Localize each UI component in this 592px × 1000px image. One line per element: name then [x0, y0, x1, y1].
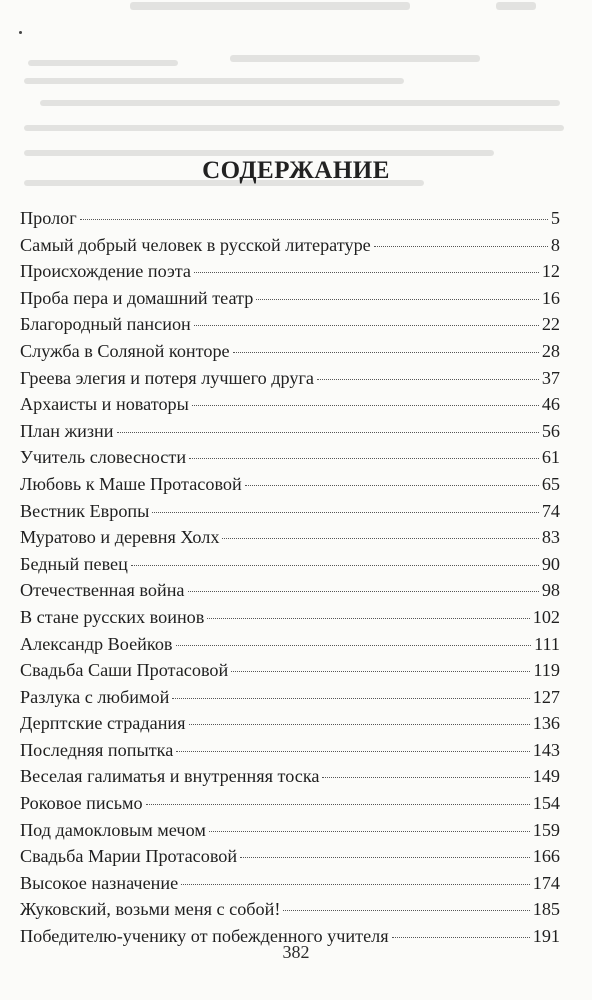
toc-entry-page: 65 [541, 473, 560, 494]
toc-entry-page: 74 [541, 500, 560, 521]
dot-leader [194, 272, 539, 273]
toc-entry-page: 16 [541, 287, 560, 308]
toc-entry [20, 631, 560, 658]
toc-entry-title: Роковое письмо [20, 793, 143, 814]
toc-entry-page: 90 [541, 553, 560, 574]
toc-entry [20, 524, 560, 551]
dot-leader [222, 538, 538, 539]
page-number: 382 [282, 942, 310, 962]
dot-leader [146, 804, 530, 805]
toc-entry [20, 577, 560, 604]
toc-entry [20, 338, 560, 365]
dot-leader [176, 751, 529, 752]
toc-entry [20, 657, 560, 684]
toc-entry-title: Служба в Соляной конторе [20, 340, 230, 361]
dot-leader [374, 246, 548, 247]
toc-entry-title: Свадьба Саши Протасовой [20, 660, 229, 681]
toc-entry [20, 418, 560, 445]
toc-entry-page: 12 [541, 261, 560, 282]
toc-entry [20, 444, 560, 471]
dot-leader [189, 458, 539, 459]
toc-entry [20, 763, 560, 790]
toc-entry-title: Свадьба Марии Протасовой [20, 846, 238, 867]
dot-leader [172, 698, 529, 699]
toc-entry [20, 710, 560, 737]
dot-leader [317, 379, 539, 380]
toc-entry-page: 191 [532, 926, 560, 947]
toc-entry-page: 127 [532, 686, 560, 707]
toc-entry [20, 870, 560, 897]
toc-entry [20, 843, 560, 870]
dot-leader [80, 219, 548, 220]
toc-entry-page: 136 [532, 713, 560, 734]
toc-entry-title: Проба пера и домашний театр [20, 287, 254, 308]
toc-entry [20, 391, 560, 418]
toc-entry-page: 56 [541, 420, 560, 441]
dot-leader [209, 831, 530, 832]
toc-entry-title: Самый добрый человек в русской литературе [20, 234, 371, 255]
toc-entry-title: Жуковский, возьми меня с собой! [20, 899, 281, 920]
dot-leader [188, 591, 539, 592]
dot-leader [189, 724, 530, 725]
speck-mark [19, 31, 22, 34]
toc-entry [20, 205, 560, 232]
dot-leader [131, 565, 539, 566]
toc-entry-page: 22 [541, 314, 560, 335]
toc-entry [20, 790, 560, 817]
toc-entry-title: Александр Воейков [20, 633, 173, 654]
toc-entry [20, 471, 560, 498]
dot-leader [192, 405, 539, 406]
dot-leader [194, 325, 539, 326]
toc-entry-page: 166 [532, 846, 560, 867]
toc-entry [20, 258, 560, 285]
toc-entry [20, 232, 560, 259]
toc-entry [20, 817, 560, 844]
toc-entry [20, 684, 560, 711]
dot-leader [231, 671, 530, 672]
toc-entry [20, 498, 560, 525]
toc-entry-title: Любовь к Маше Протасовой [20, 473, 242, 494]
table-of-contents [20, 205, 560, 950]
toc-entry [20, 604, 560, 631]
toc-entry-page: 28 [541, 340, 560, 361]
toc-entry [20, 896, 560, 923]
toc-entry-title: Дерптские страдания [20, 713, 186, 734]
toc-entry-title: Веселая галиматья и внутренняя тоска [20, 766, 320, 787]
toc-entry [20, 365, 560, 392]
toc-entry-title: Архаисты и новаторы [20, 394, 189, 415]
toc-entry-title: Последняя попытка [20, 739, 174, 760]
toc-entry-page: 143 [532, 739, 560, 760]
toc-entry-page: 119 [533, 660, 560, 681]
toc-entry-page: 5 [550, 208, 560, 228]
toc-entry-page: 83 [541, 527, 560, 548]
dot-leader [117, 432, 539, 433]
toc-entry-title: Пролог [20, 208, 77, 228]
toc-entry-page: 98 [541, 580, 560, 601]
toc-entry-title: Разлука с любимой [20, 686, 170, 707]
toc-entry-title: Учитель словесности [20, 447, 187, 468]
toc-entry-page: 37 [541, 367, 560, 388]
toc-entry-title: Греева элегия и потеря лучшего друга [20, 367, 314, 388]
toc-entry-title: Бедный певец [20, 553, 128, 574]
toc-entry-title: Происхождение поэта [20, 261, 192, 282]
toc-entry-title: Победителю-ученику от побежденного учителя [20, 926, 389, 947]
toc-entry-title: Высокое назначение [20, 872, 179, 893]
toc-entry-page: 174 [532, 872, 560, 893]
dot-leader [245, 485, 539, 486]
dot-leader [152, 512, 538, 513]
dot-leader [256, 299, 539, 300]
toc-entry-title: Отечественная война [20, 580, 185, 601]
toc-entry [20, 311, 560, 338]
toc-entry-page: 61 [541, 447, 560, 468]
toc-entry-page: 102 [532, 606, 560, 627]
toc-entry-title: Вестник Европы [20, 500, 150, 521]
toc-entry-page: 111 [534, 633, 560, 654]
toc-entry-page: 154 [532, 793, 560, 814]
page-title: СОДЕРЖАНИЕ [202, 157, 390, 184]
toc-entry-title: В стане русских воинов [20, 606, 205, 627]
toc-entry [20, 737, 560, 764]
dot-leader [176, 645, 532, 646]
toc-entry-page: 8 [550, 234, 560, 255]
toc-entry-page: 185 [532, 899, 560, 920]
dot-leader [240, 857, 530, 858]
toc-entry-page: 159 [532, 819, 560, 840]
toc-entry-page: 149 [532, 766, 560, 787]
dot-leader [392, 937, 530, 938]
toc-entry-page: 46 [541, 394, 560, 415]
dot-leader [181, 884, 530, 885]
dot-leader [207, 618, 529, 619]
toc-entry-title: Благородный пансион [20, 314, 191, 335]
dot-leader [283, 910, 529, 911]
toc-entry [20, 285, 560, 312]
dot-leader [322, 777, 529, 778]
toc-entry-title: Под дамокловым мечом [20, 819, 206, 840]
toc-entry-title: Муратово и деревня Холх [20, 527, 220, 548]
dot-leader [233, 352, 539, 353]
toc-entry [20, 551, 560, 578]
toc-entry-title: План жизни [20, 420, 114, 441]
